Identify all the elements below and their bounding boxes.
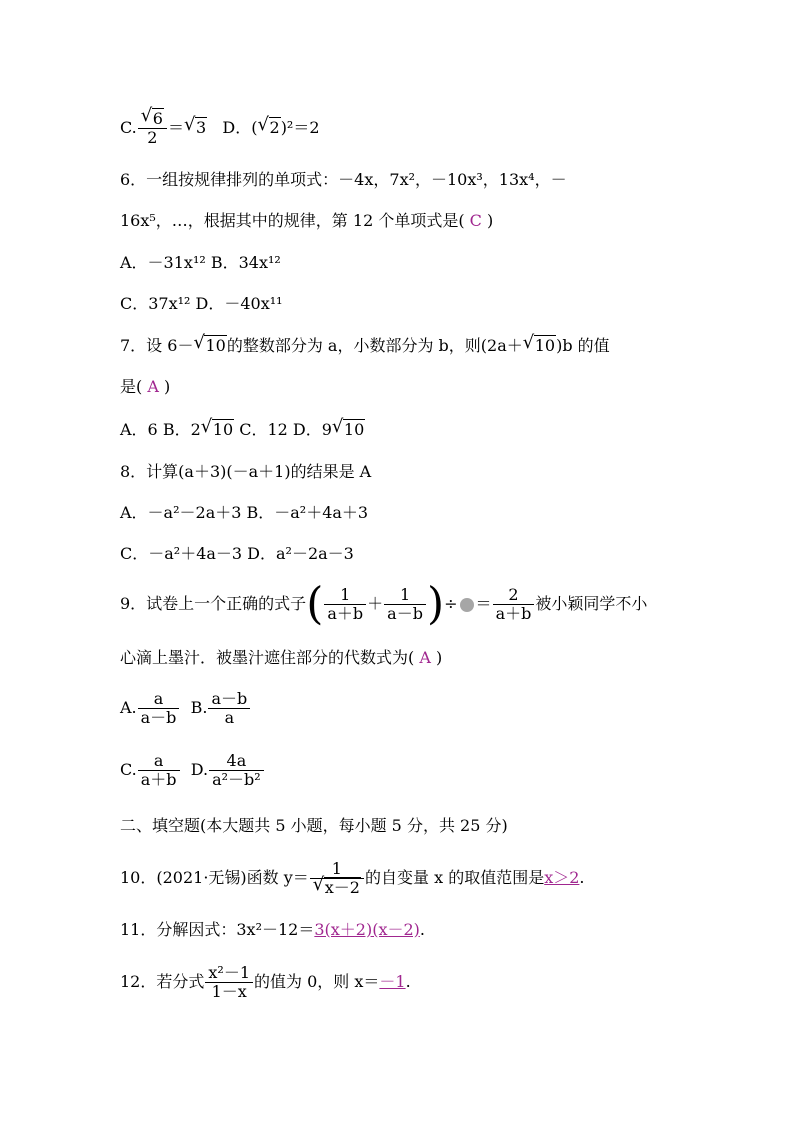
q9-stem-line2: 心滴上墨汁．被墨汁遮住部分的代数式为( A ) [120, 648, 443, 667]
q9-stem-line1: 9．试卷上一个正确的式子( $\frac{1}{a+b}$ ＋ $\frac{1}{a-b}$ )÷ ＝ $\frac{2}{a+b}$ 被小颖同学不小 [120, 578, 648, 630]
q7-stem-line2: 是( A ) [120, 377, 171, 396]
q12-answer: －1 [379, 972, 406, 991]
ink-blot-icon [460, 598, 474, 612]
q9-options-cd: C. $\frac{a}{a+b}$ D. $\frac{4a}{\text{a²－b²}}$ [120, 752, 265, 789]
q10: 10．(2021·无锡)函数 y＝ 1 √ x－2 的自变量 x 的取值范围是x＞2. [120, 859, 585, 897]
q9-answer: A [419, 648, 431, 667]
q7-answer: A [147, 377, 159, 396]
q5-options-cd: C. √ 6 2 ＝ √ 3 D．( √ 2)²＝2 [120, 105, 320, 147]
q6-stem-line2: 16x⁵，…，根据其中的规律，第 12 个单项式是( C ) [120, 211, 494, 230]
q6-options-ab: A．－31x¹² B．34x¹² [120, 253, 281, 272]
q6-answer: C [469, 211, 482, 230]
fraction: √ 6 2 [138, 110, 167, 147]
q6-options-cd: C．37x¹² D．－40x¹¹ [120, 294, 283, 313]
q8-options-ab: A．－a²－2a＋3 B．－a²＋4a＋3 [120, 503, 369, 522]
q6-stem-line1: 6．一组按规律排列的单项式：－4x，7x²，－10x³，13x⁴，－ [120, 170, 567, 189]
q11: 11．分解因式：3x²－12＝3(x＋2)(x－2). [120, 920, 425, 939]
q8-stem: 8．计算(a＋3)(－a＋1)的结果是 A [120, 462, 372, 481]
q11-answer: 3(x＋2)(x－2) [314, 920, 420, 939]
q8-options-cd: C．－a²＋4a－3 D．a²－2a－3 [120, 544, 354, 563]
sqrt: √ 3 [183, 114, 207, 137]
q7-stem-line1: 7．设 6－ √ 10的整数部分为 a，小数部分为 b，则(2a＋ √ 10)b 的值 [120, 332, 610, 355]
q9-options-ab: A. $\frac{a}{a-b}$ B. $\frac{a-b}{a}$ [120, 690, 251, 727]
q7-options: A．6 B．2 √ 10 C．12 D．9 √ 10 [120, 416, 365, 439]
section-heading: 二、填空题(本大题共 5 小题，每小题 5 分，共 25 分) [120, 816, 508, 835]
q12: 12．若分式 $\frac{\text{x²－1}}{1-x}$ 的值为 0，则 x＝－1. [120, 963, 411, 1001]
q10-answer: x＞2 [544, 868, 580, 887]
